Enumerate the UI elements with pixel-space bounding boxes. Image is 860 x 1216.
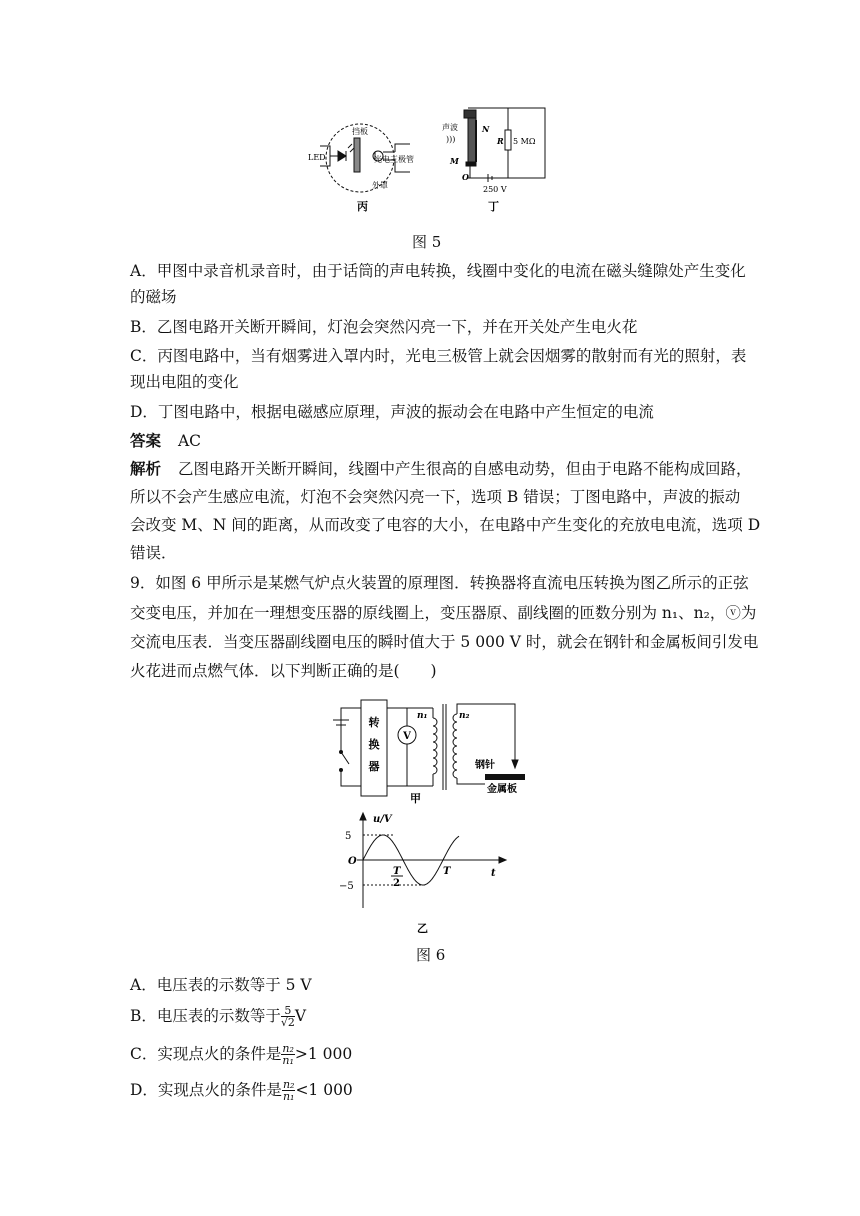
plate-label: 金属板 — [487, 784, 517, 795]
n1-label: n₁ — [417, 711, 428, 721]
q8-option-a: A．甲图中录音机录音时，由于话筒的声电转换，线圈中变化的电流在磁头缝隙处产生变化 — [130, 262, 746, 280]
ding-sound-label: 声波 — [442, 123, 458, 132]
bing-cover-label: 外罩 — [372, 181, 388, 190]
explain-line-1: 乙图电路开关断开瞬间，线圈中产生很高的自感电动势，但由于电路不能构成回路， — [177, 460, 752, 478]
figure-5-caption: 图 5 — [412, 233, 442, 251]
x-tick-half-t-num: T — [393, 866, 401, 877]
bing-sub-label: 丙 — [357, 200, 368, 213]
q9-option-d-fraction — [282, 1079, 296, 1102]
fraction-numerator: 5 — [281, 1005, 295, 1017]
q9-option-d-value: <1 000 — [295, 1081, 353, 1099]
figure-6-yi — [335, 808, 515, 938]
x-axis-arrow — [499, 857, 506, 863]
q9-option-c-text: C．实现点火的条件是 — [130, 1045, 282, 1063]
ding-point-o: O — [462, 172, 469, 182]
origin-label: O — [348, 856, 357, 867]
q9-stem-4: 火花进而点燃气体．以下判断正确的是( ) — [130, 662, 437, 680]
q9-option-c — [130, 1038, 352, 1070]
converter-char-2: 换 — [368, 738, 380, 751]
converter-char-1: 转 — [368, 716, 380, 729]
fraction-denominator: n₁ — [282, 1089, 295, 1103]
x-axis-label: t — [491, 868, 496, 879]
q9-option-d-text: D．实现点火的条件是 — [130, 1081, 282, 1099]
ding-sound-waves: ))) — [446, 135, 456, 144]
q9-option-c-fraction — [281, 1043, 295, 1066]
yi-sub-label: 乙 — [417, 922, 428, 935]
answer-value: AC — [177, 432, 202, 450]
bing-board-label: 挡板 — [352, 127, 368, 136]
bing-led-label: LED — [308, 153, 326, 162]
fraction-numerator: n₂ — [282, 1077, 295, 1091]
bing-photodiode-label: 光电三极管 — [374, 155, 414, 164]
q8-option-c: C．丙图电路中，当有烟雾进入罩内时，光电三极管上就会因烟雾的散射而有光的照射，表 — [130, 347, 747, 365]
q8-explain-row — [130, 458, 751, 480]
jia-sub-label: 甲 — [410, 792, 421, 805]
ding-sub-label: 丁 — [488, 200, 499, 213]
x-tick-t: T — [443, 866, 451, 877]
voltmeter-label: V — [403, 731, 411, 742]
y-axis-label: u/V — [373, 814, 392, 825]
n2-label: n₂ — [459, 711, 470, 721]
answer-label: 答案 — [130, 432, 162, 450]
metal-plate — [485, 774, 525, 780]
figure-6-jia — [325, 690, 545, 820]
q9-option-b-fraction — [281, 1005, 295, 1028]
yi-chart — [335, 808, 515, 938]
explain-line-4: 错误． — [130, 544, 177, 562]
x-tick-half-t-den: 2 — [393, 878, 400, 889]
ding-plate-n: N — [482, 124, 490, 134]
q9-option-b-text: B．电压表的示数等于 — [130, 1007, 281, 1025]
fraction-numerator: n₂ — [282, 1041, 294, 1055]
ding-plate-m: M — [450, 156, 459, 166]
q9-option-b — [130, 999, 306, 1033]
y-tick-5: 5 — [345, 831, 352, 842]
explain-label: 解析 — [130, 460, 162, 478]
q9-option-d — [130, 1074, 353, 1106]
needle-label: 钢针 — [475, 760, 495, 771]
q8-answer-row — [130, 430, 201, 452]
q8-option-a-cont: 的磁场 — [130, 288, 177, 306]
q9-stem-1: 9．如图 6 甲所示是某燃气炉点火装置的原理图．转换器将直流电压转换为图乙所示的正弦 — [130, 574, 749, 592]
converter-char-3: 器 — [368, 760, 380, 773]
q8-option-d: D．丁图电路中，根据电磁感应原理，声波的振动会在电路中产生恒定的电流 — [130, 403, 654, 421]
jia-circuit — [325, 690, 545, 820]
explain-line-3: 会改变 M、N 间的距离，从而改变了电容的大小，在电路中产生变化的充放电电流，选项 D — [130, 516, 761, 534]
q9-option-c-value: >1 000 — [294, 1045, 353, 1063]
ding-voltage: 250 V — [483, 185, 507, 194]
ding-resistor-value: 5 MΩ — [513, 137, 536, 146]
figure-6-caption: 图 6 — [416, 946, 446, 964]
y-axis-arrow — [360, 813, 366, 820]
explain-line-2: 所以不会产生感应电流，灯泡不会突然闪亮一下，选项 B 错误；丁图电路中，声波的振动 — [130, 488, 741, 506]
q8-option-b: B．乙图电路开关断开瞬间，灯泡会突然闪亮一下，并在开关处产生电火花 — [130, 318, 638, 336]
figure-5 — [300, 100, 560, 220]
q9-stem-2: 交变电压，并加在一理想变压器的原线圈上，变压器原、副线圈的匝数分别为 n₁、n₂，ⓥ为 — [130, 604, 757, 622]
q9-option-a: A．电压表的示数等于 5 V — [130, 976, 312, 994]
fraction-denominator: n₁ — [282, 1053, 294, 1067]
ding-resistor-r: R — [497, 136, 504, 146]
q8-option-c-cont: 现出电阻的变化 — [130, 373, 239, 391]
figure-5-drawing — [300, 100, 560, 220]
y-tick-neg5: −5 — [339, 881, 354, 892]
q9-option-b-unit: V — [294, 1007, 307, 1025]
q9-stem-3: 交流电压表．当变压器副线圈电压的瞬时值大于 5 000 V 时，就会在钢针和金属板间引发电 — [130, 633, 759, 651]
fraction-denominator: √2 — [280, 1015, 295, 1029]
